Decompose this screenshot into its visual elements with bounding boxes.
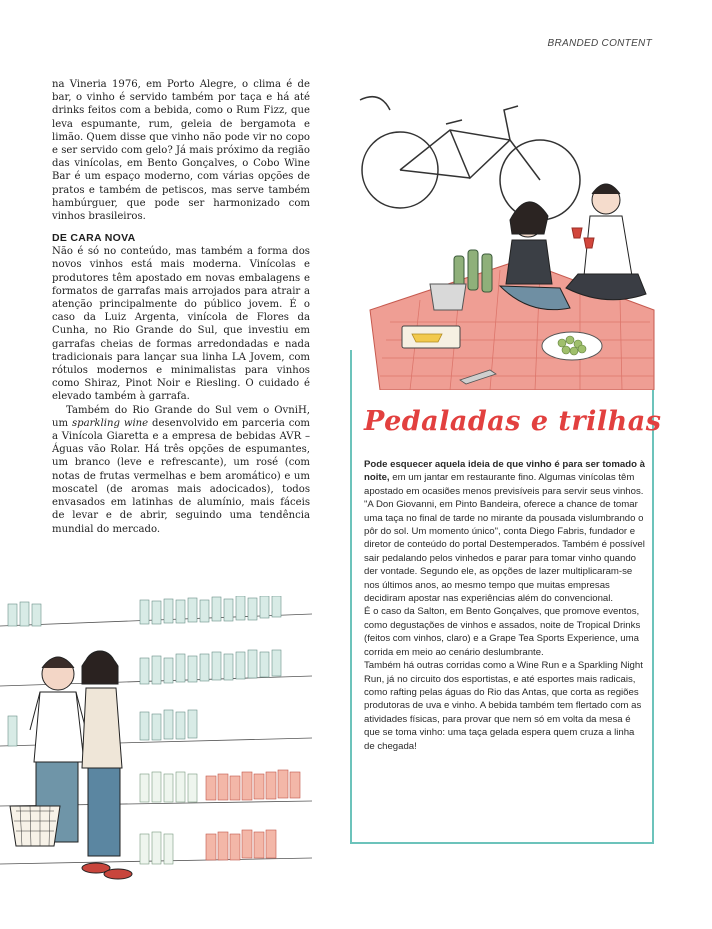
- picnic-illustration: [350, 60, 656, 390]
- sidebar-paragraph: Pode esquecer aquela ideia de que vinho é para ser tomado à noite, em um jantar em restaurante fino. Algumas vinícolas têm apostado em ocasiões menos previsíveis para servir seus vinhos. "A Don Giovanni, em Pinto Bandeira, oferece a chance de tomar uma taça no final de tarde no mirante da pousada vislumbrando o pôr do sol. Um momento único", conta Diego Fabris, fundador e diretor de conteúdo do portal Destemperados. Também é possível sair pedalando pelos vinhedos e parar para tomar vinho quando der vontade. Segundo ele, as opções de lazer multiplicaram-se nos últimos anos, ao mesmo tempo que muitas empresas decidiram apostar nas experiências além do convencional.: [364, 459, 645, 605]
- supermarket-illustration: [0, 596, 312, 896]
- sidebar-title: Pedaladas e trilhas: [364, 406, 662, 437]
- sidebar-paragraph: É o caso da Salton, em Bento Gonçalves, que promove eventos, como degustações de vinhos e assados, noite de Tropical Drinks (feitos com vinhos, claro) e a Grape Tea Sports Experience, uma corrida em meio ao cenário deslumbrante.: [364, 606, 641, 658]
- article-column: [52, 78, 310, 536]
- sidebar-panel: [350, 60, 662, 846]
- article-paragraph: na Vineria 1976, em Porto Alegre, o clima é de bar, o vinho é servido também por taça e há até drinks feitos com a bebida, como o Rum Fizz, que leva espumante, rum, geleia de bergamota e limão. Quem disse que vinho não pode vir no copo e ser servido com gelo? Já mais próximo da região das vinícolas, em Bento Gonçalves, o Cobo Wine Bar é um espaço moderno, com várias opções de pratos e também de petiscos, mas serve também hambúrguer, que pode ser harmonizado com vinhos brasileiros.: [52, 79, 310, 223]
- sidebar-paragraph: Também há outras corridas como a Wine Run e a Sparkling Night Run, já no circuito dos esportistas, e até esportes mais radicais, como rafting pelas águas do Rio das Antas, que corta as regiões produtoras de uva e vinho. A bebida também tem flertado com as atividades físicas, para provar que nem só em volta da mesa é que se toma vinho: uma taça gelada espera quem cruza a linha de chegada!: [364, 660, 643, 752]
- sidebar-lead: Pode esquecer aquela ideia de que vinho é para ser tomado à noite,: [364, 459, 645, 484]
- sidebar-text: [364, 458, 646, 753]
- article-paragraph: Não é só no conteúdo, mas também a forma dos novos vinhos está mais moderna. Vinícolas e produtores têm apostado em novas embalagens e formatos de garrafas mais arrojados para atrair a atenção principalmente do público jovem. É o caso da Luiz Argenta, vinícola de Flores da Cunha, no Rio Grande do Sul, que investiu em garrafas cheias de formas arredondadas e nada tradicionais para lançar sua linha LA Jovem, com rótulos modernos e minimalistas para vinhos como Shiraz, Pinot Noir e Riesling. O cuidado é elevado também à garrafa.: [52, 246, 310, 403]
- article-paragraph: Também do Rio Grande do Sul vem o OvniH, um sparkling wine desenvolvido em parceria com a Vinícola Giaretta e a empresa de bebidas AVR – Águas vão Rolar. Há três opções de espumantes, um branco (leve e refrescante), um rosé (com notas de frutas vermelhas e bem aromático) e um moscatel (de aromas mais adocicados), todos envasados em latinhas de alumínio, mais fáceis de levar e de abrir, seguindo uma tendência mundial do mercado.: [52, 404, 310, 535]
- branded-content-label: BRANDED CONTENT: [547, 38, 652, 49]
- section-heading: DE CARA NOVA: [52, 232, 136, 245]
